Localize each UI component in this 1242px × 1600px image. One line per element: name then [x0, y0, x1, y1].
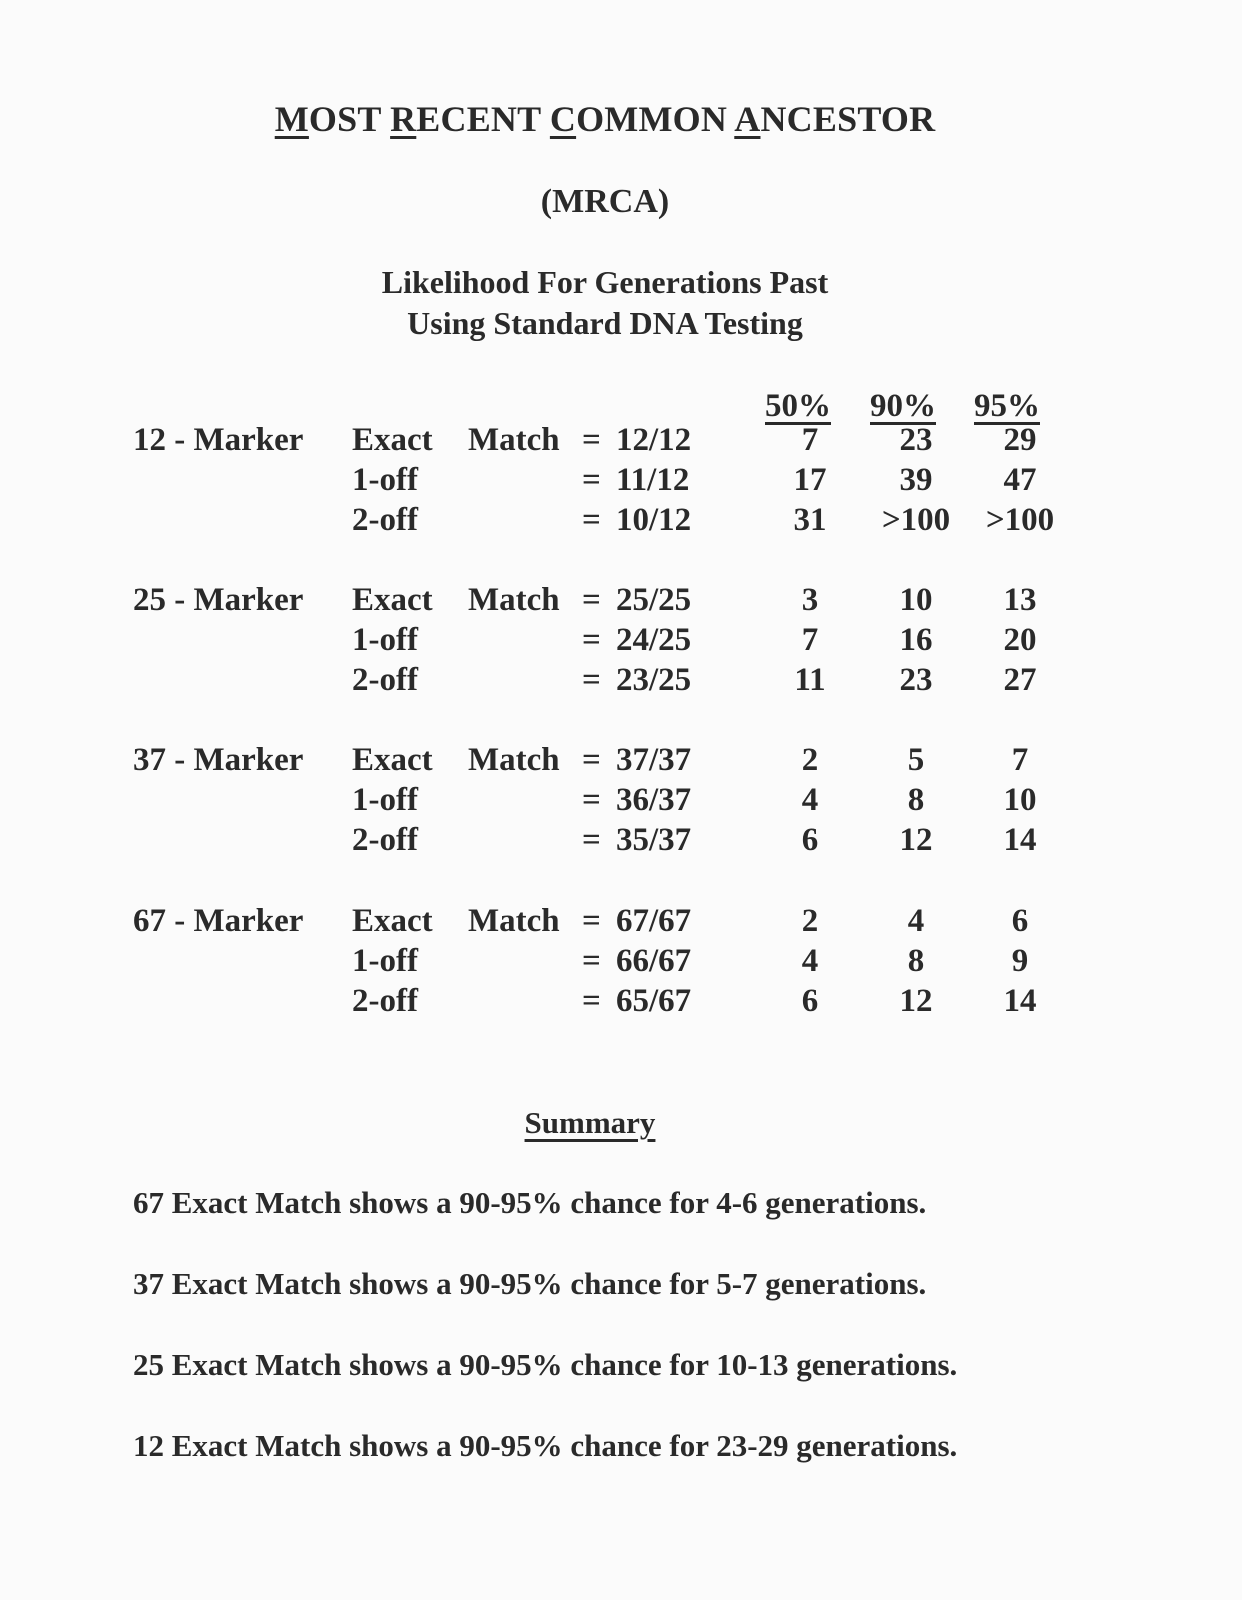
marker-fraction: 66/67: [616, 943, 692, 979]
summary-heading: Summary: [524, 1105, 656, 1140]
match-word: Match: [468, 422, 560, 458]
value-90-percent: 16: [899, 622, 933, 658]
subtitle-line-2: Using Standard DNA Testing: [407, 305, 803, 341]
value-95-percent: 29: [1003, 422, 1037, 458]
marker-label: 12 - Marker: [133, 422, 304, 458]
title-rest: ECENT: [416, 99, 550, 139]
marker-fraction: 23/25: [616, 662, 692, 698]
equals-sign: =: [582, 943, 601, 979]
equals-sign: =: [582, 662, 601, 698]
title-initial: M: [274, 99, 309, 139]
value-50-percent: 2: [801, 903, 819, 939]
marker-label: 25 - Marker: [133, 582, 304, 618]
match-type: Exact: [352, 582, 433, 618]
marker-label: 67 - Marker: [133, 903, 304, 939]
equals-sign: =: [582, 422, 601, 458]
subtitle-line-1: Likelihood For Generations Past: [381, 264, 829, 300]
match-type: Exact: [352, 903, 433, 939]
equals-sign: =: [582, 622, 601, 658]
match-word: Match: [468, 582, 560, 618]
title-initial: A: [734, 99, 761, 139]
value-90-percent: 12: [899, 983, 933, 1019]
value-95-percent: 6: [1011, 903, 1029, 939]
value-50-percent: 31: [793, 502, 827, 538]
value-50-percent: 17: [793, 462, 827, 498]
value-90-percent: 8: [907, 782, 925, 818]
value-90-percent: 8: [907, 943, 925, 979]
match-type: 1-off: [352, 462, 418, 498]
value-95-percent: 14: [1003, 822, 1037, 858]
value-95-percent: 14: [1003, 983, 1037, 1019]
equals-sign: =: [582, 582, 601, 618]
document-subtitle: [0, 262, 1210, 344]
match-type: 1-off: [352, 622, 418, 658]
value-95-percent: 20: [1003, 622, 1037, 658]
value-95-percent: 10: [1003, 782, 1037, 818]
document-title: [0, 98, 1210, 140]
title-initial: R: [390, 99, 417, 139]
value-95-percent: >100: [985, 502, 1055, 538]
equals-sign: =: [582, 822, 601, 858]
value-50-percent: 11: [794, 662, 826, 698]
column-header-90: 90%: [870, 388, 936, 424]
match-word: Match: [468, 903, 560, 939]
value-90-percent: 39: [899, 462, 933, 498]
marker-label: 37 - Marker: [133, 742, 304, 778]
value-90-percent: 12: [899, 822, 933, 858]
value-90-percent: 5: [907, 742, 925, 778]
value-95-percent: 47: [1003, 462, 1037, 498]
match-type: 2-off: [352, 502, 418, 538]
value-90-percent: 23: [899, 422, 933, 458]
value-50-percent: 6: [801, 822, 819, 858]
value-90-percent: >100: [881, 502, 951, 538]
equals-sign: =: [582, 903, 601, 939]
equals-sign: =: [582, 742, 601, 778]
value-90-percent: 4: [907, 903, 925, 939]
summary-line: 67 Exact Match shows a 90-95% chance for 4-6 generations.: [133, 1185, 927, 1220]
summary-line: 12 Exact Match shows a 90-95% chance for 23-29 generations.: [133, 1428, 958, 1463]
marker-fraction: 12/12: [616, 422, 692, 458]
marker-fraction: 11/12: [616, 462, 690, 498]
value-95-percent: 27: [1003, 662, 1037, 698]
marker-fraction: 10/12: [616, 502, 692, 538]
value-50-percent: 4: [801, 782, 819, 818]
match-type: 2-off: [352, 983, 418, 1019]
marker-fraction: 37/37: [616, 742, 692, 778]
value-50-percent: 4: [801, 943, 819, 979]
title-rest: OST: [308, 99, 391, 139]
match-type: Exact: [352, 422, 433, 458]
match-type: 1-off: [352, 782, 418, 818]
marker-fraction: 36/37: [616, 782, 692, 818]
value-50-percent: 7: [801, 622, 819, 658]
match-type: 1-off: [352, 943, 418, 979]
title-rest: NCESTOR: [760, 99, 936, 139]
marker-fraction: 67/67: [616, 903, 692, 939]
document-acronym: (MRCA): [540, 183, 670, 220]
title-initial: C: [549, 99, 577, 139]
match-type: Exact: [352, 742, 433, 778]
value-95-percent: 9: [1011, 943, 1029, 979]
summary-line: 37 Exact Match shows a 90-95% chance for 5-7 generations.: [133, 1266, 927, 1301]
summary-line: 25 Exact Match shows a 90-95% chance for 10-13 generations.: [133, 1347, 958, 1382]
value-95-percent: 7: [1011, 742, 1029, 778]
value-90-percent: 10: [899, 582, 933, 618]
value-90-percent: 23: [899, 662, 933, 698]
match-word: Match: [468, 742, 560, 778]
value-50-percent: 3: [801, 582, 819, 618]
equals-sign: =: [582, 782, 601, 818]
column-header-95: 95%: [974, 388, 1040, 424]
value-95-percent: 13: [1003, 582, 1037, 618]
marker-fraction: 24/25: [616, 622, 692, 658]
value-50-percent: 6: [801, 983, 819, 1019]
value-50-percent: 2: [801, 742, 819, 778]
title-rest: OMMON: [576, 99, 735, 139]
match-type: 2-off: [352, 822, 418, 858]
equals-sign: =: [582, 983, 601, 1019]
column-header-50: 50%: [765, 388, 831, 424]
marker-fraction: 65/67: [616, 983, 692, 1019]
value-50-percent: 7: [801, 422, 819, 458]
marker-fraction: 35/37: [616, 822, 692, 858]
marker-fraction: 25/25: [616, 582, 692, 618]
match-type: 2-off: [352, 662, 418, 698]
equals-sign: =: [582, 502, 601, 538]
equals-sign: =: [582, 462, 601, 498]
